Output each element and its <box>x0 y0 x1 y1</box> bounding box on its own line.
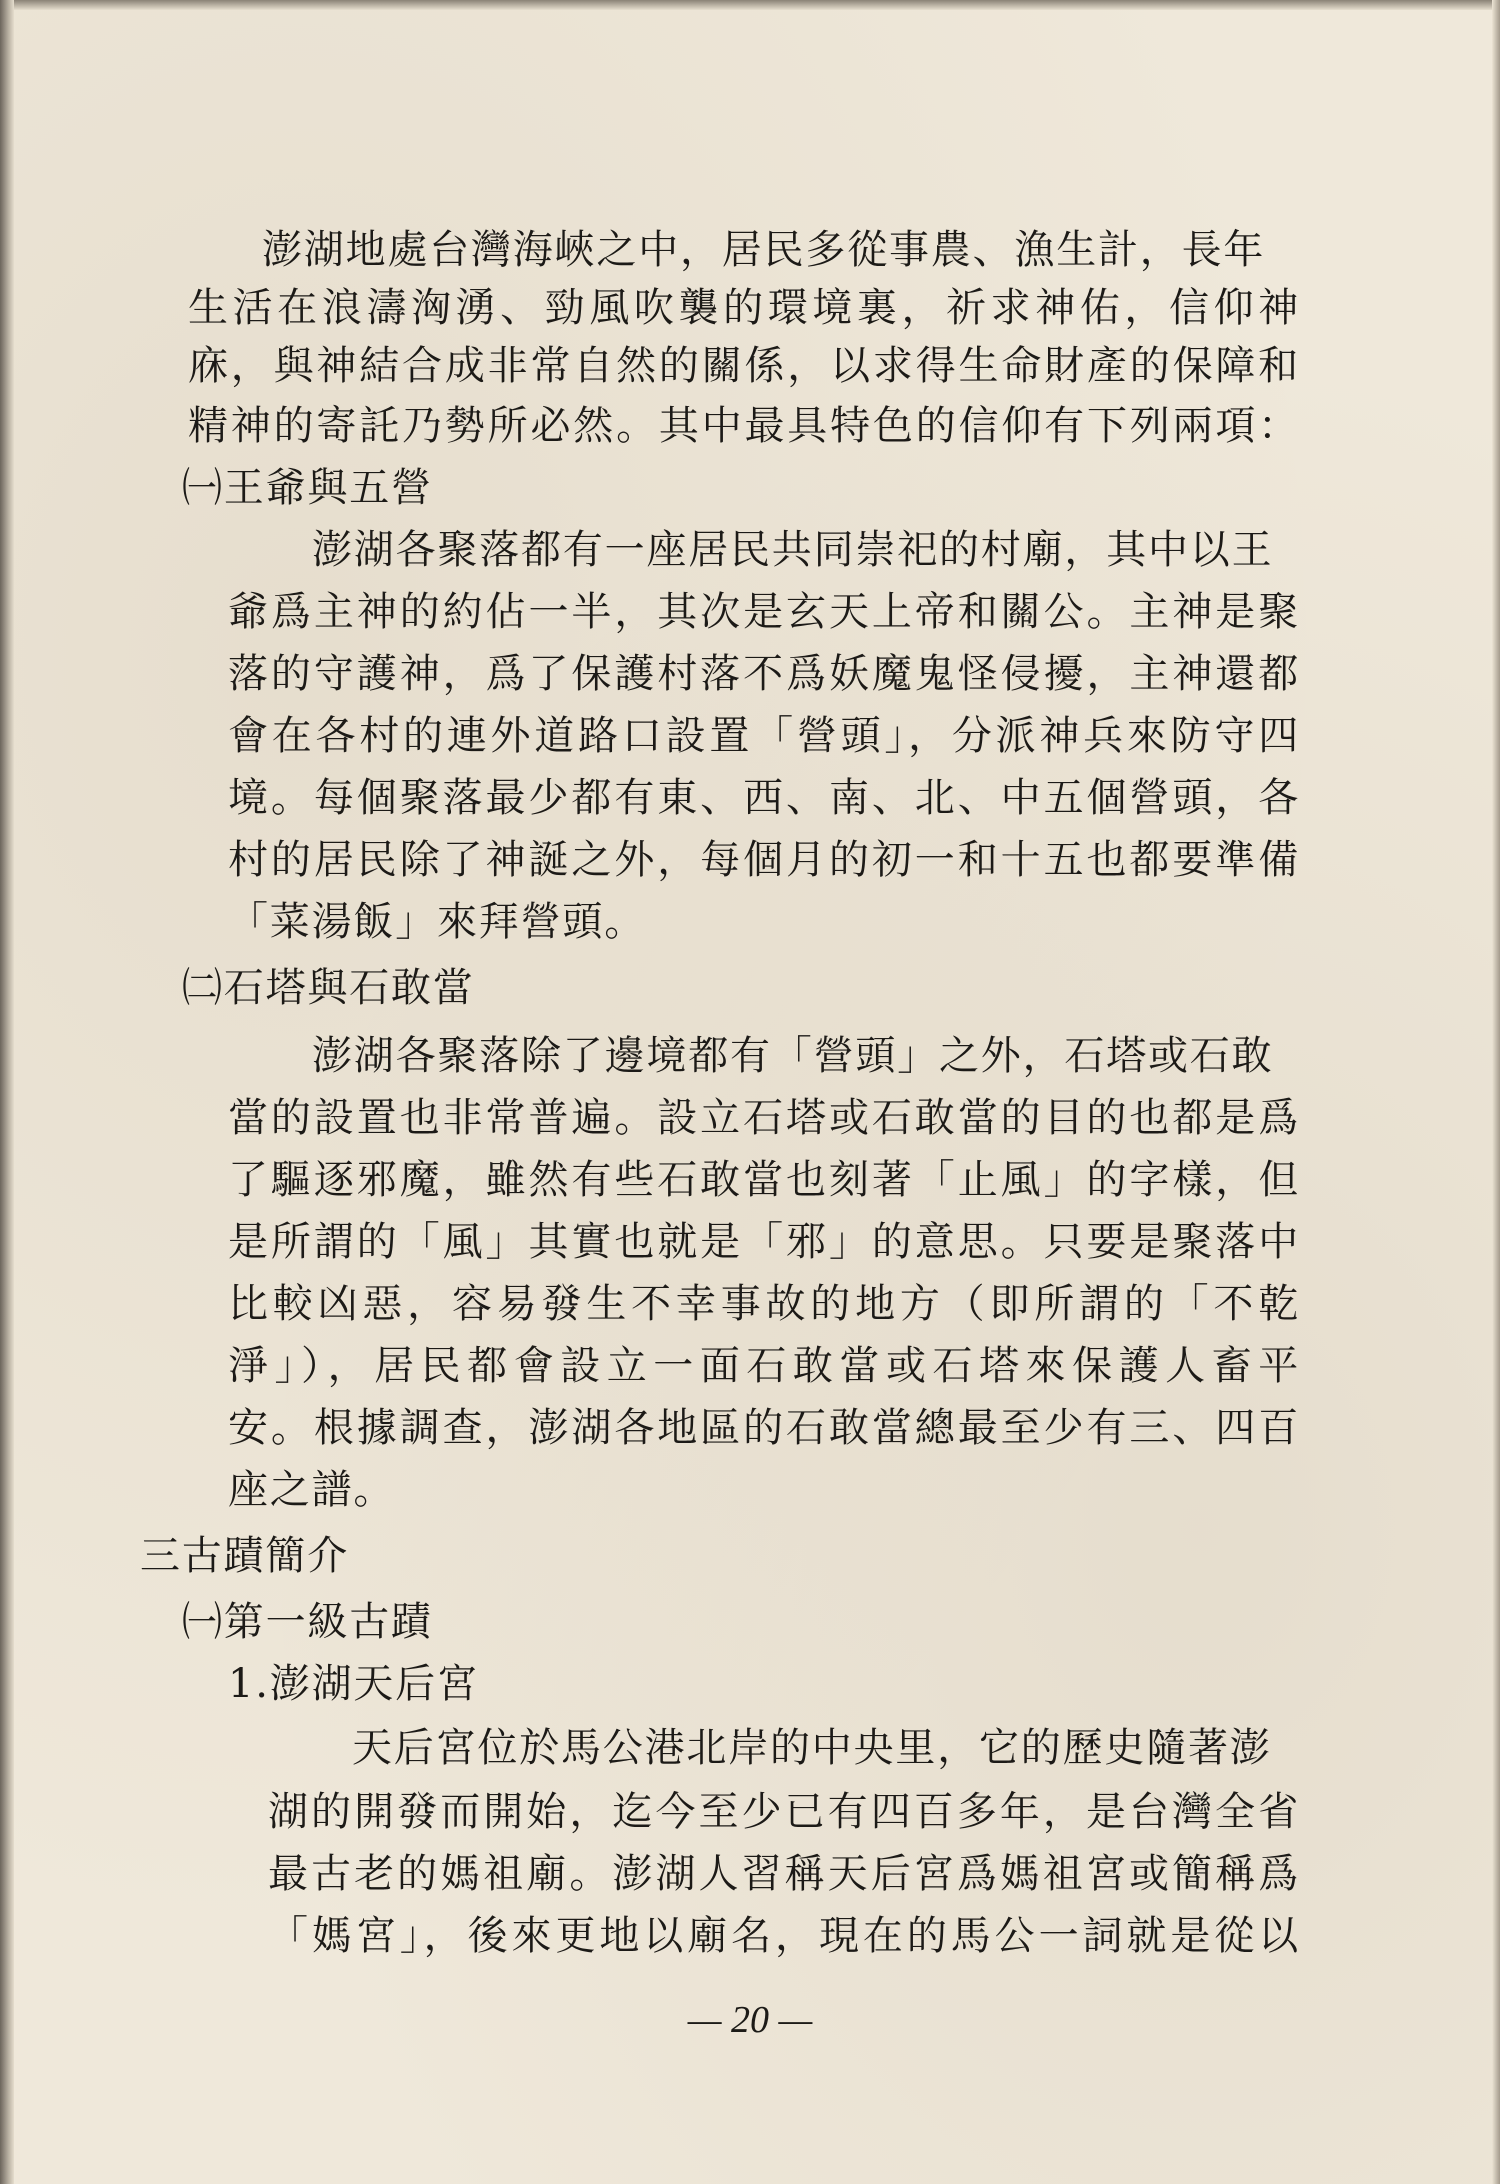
text-line: 最古老的媽祖廟。澎湖人習稱天后宮爲媽祖宮或簡稱爲 <box>268 1851 1300 1897</box>
text-line: 淨」），居民都會設立一面石敢當或石塔來保護人畜平 <box>228 1343 1300 1389</box>
text-line: 澎湖各聚落都有一座居民共同崇祀的村廟，其中以王 <box>312 527 1274 573</box>
item-heading: 1.澎湖天后宮 <box>228 1661 479 1707</box>
text-line: 落的守護神，爲了保護村落不爲妖魔鬼怪侵擾，主神還都 <box>228 651 1300 697</box>
text-line: 生活在浪濤洶湧、勁風吹襲的環境裏，祈求神佑，信仰神 <box>188 285 1300 331</box>
text-line: 湖的開發而開始，迄今至少已有四百多年，是台灣全省 <box>268 1789 1300 1835</box>
page-binding-edge <box>0 0 14 2184</box>
text-line: 「菜湯飯」來拜營頭。 <box>228 899 646 945</box>
text-line: 精神的寄託乃勢所必然。其中最具特色的信仰有下列兩項： <box>188 403 1300 449</box>
text-line: 澎湖各聚落除了邊境都有「營頭」之外，石塔或石敢 <box>312 1033 1274 1079</box>
subsection-heading: ㈠第一級古蹟 <box>182 1599 433 1645</box>
page-number: — 20 — <box>687 1999 813 2041</box>
text-line: 村的居民除了神誕之外，每個月的初一和十五也都要準備 <box>228 837 1300 883</box>
text-line: 天后宮位於馬公港北岸的中央里，它的歷史隨著澎 <box>352 1725 1272 1771</box>
subsection-heading: ㈠王爺與五營 <box>182 465 433 511</box>
text-line: 庥，與神結合成非常自然的關係，以求得生命財產的保障和 <box>188 343 1300 389</box>
text-line: 座之譜。 <box>228 1467 396 1513</box>
text-line: 是所謂的「風」其實也就是「邪」的意思。只要是聚落中 <box>228 1219 1300 1265</box>
page-top-edge <box>0 0 1500 10</box>
text-line: 境。每個聚落最少都有東、西、南、北、中五個營頭，各 <box>228 775 1300 821</box>
text-line: 爺爲主神的約佔一半，其次是玄天上帝和關公。主神是聚 <box>228 589 1300 635</box>
section-heading: 三古蹟簡介 <box>140 1533 349 1579</box>
text-line: 了驅逐邪魔，雖然有些石敢當也刻著「止風」的字樣，但 <box>228 1157 1300 1203</box>
text-line: 安。根據調查，澎湖各地區的石敢當總最至少有三、四百 <box>228 1405 1300 1451</box>
page-right-edge <box>1492 0 1500 2184</box>
text-line: 會在各村的連外道路口設置「營頭」，分派神兵來防守四 <box>228 713 1300 759</box>
text-line: 澎湖地處台灣海峽之中，居民多從事農、漁生計，長年 <box>262 227 1266 273</box>
subsection-heading: ㈡石塔與石敢當 <box>182 965 475 1011</box>
text-line: 比較凶惡，容易發生不幸事故的地方（即所謂的「不乾 <box>228 1281 1300 1327</box>
text-line: 當的設置也非常普遍。設立石塔或石敢當的目的也都是爲 <box>228 1095 1300 1141</box>
text-line: 「媽宮」，後來更地以廟名，現在的馬公一詞就是從以 <box>268 1913 1300 1959</box>
